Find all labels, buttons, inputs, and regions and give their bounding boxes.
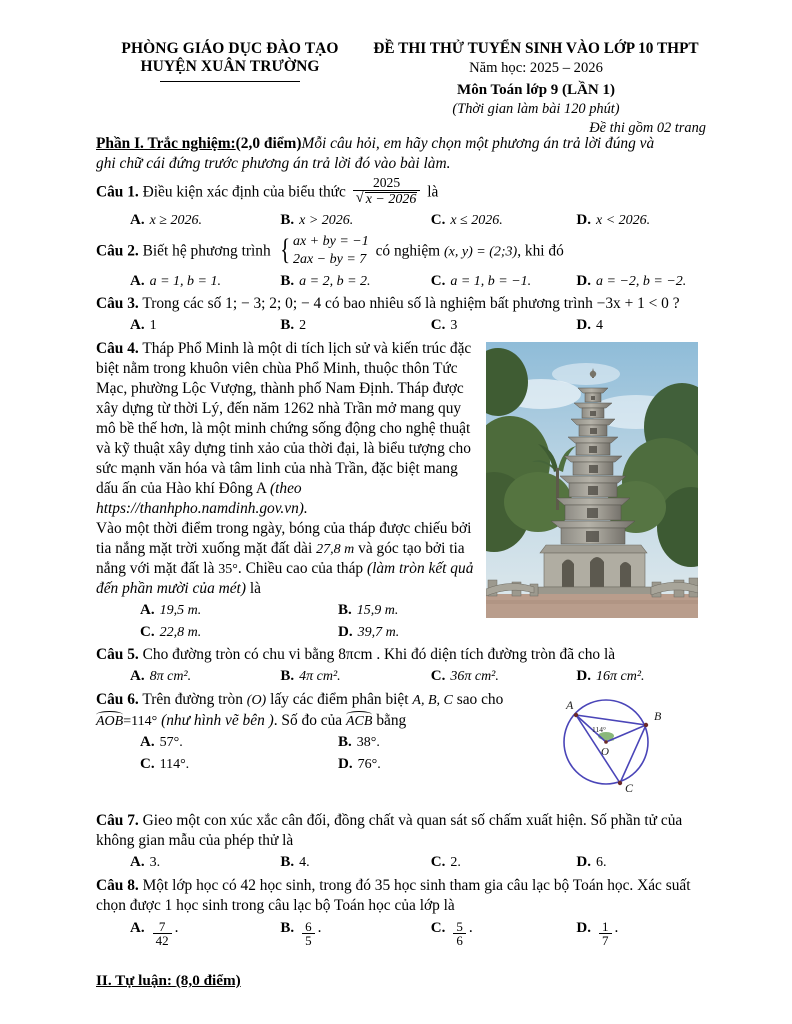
q2-option-c[interactable] bbox=[431, 272, 577, 292]
question-2 bbox=[96, 234, 708, 270]
point-b bbox=[644, 722, 648, 726]
q2-system-brace: { bbox=[279, 233, 290, 267]
pagoda-photo bbox=[486, 342, 698, 618]
q7-option-d[interactable] bbox=[576, 853, 708, 873]
q1-fraction bbox=[353, 176, 421, 208]
q1-option-a-key: A. bbox=[130, 212, 145, 229]
q7-option-b-key: B. bbox=[280, 854, 295, 871]
q6-option-c[interactable] bbox=[96, 755, 338, 775]
q4-option-d-key: D. bbox=[338, 623, 353, 640]
q7-text: Gieo một con xúc xắc cân đối, đồng chất và quan sát số chấm xuất hiện. Số phần tử của không gian mẫu của phép thử là bbox=[96, 812, 683, 850]
q8-option-a-fraction bbox=[153, 920, 172, 949]
q5-text: Cho đường tròn có chu vi bằng 8πcm . Khi đó diện tích đường tròn đã cho là bbox=[142, 646, 616, 664]
q8-option-d-denominator: 7 bbox=[599, 933, 612, 948]
q2-label: Câu 2. bbox=[96, 242, 139, 260]
q2-equation-1: ax + by = −1 bbox=[292, 233, 369, 249]
q2-option-b-key: B. bbox=[280, 272, 295, 289]
q1-radicand: x − 2026 bbox=[365, 192, 417, 208]
department-name-line1: PHÒNG GIÁO DỤC ĐÀO TẠO bbox=[121, 40, 339, 57]
q1-options bbox=[96, 211, 708, 231]
q7-option-a[interactable] bbox=[96, 853, 280, 873]
q3-text: Trong các số 1; − 3; 2; 0; − 4 có bao nhiêu số là nghiệm bất phương trình −3x + 1 < 0 ? bbox=[142, 295, 680, 313]
q8-option-b-numerator: 6 bbox=[305, 918, 312, 934]
question-4 bbox=[96, 339, 708, 643]
question-1 bbox=[96, 177, 708, 209]
school-year: Năm học: 2025 – 2026 bbox=[469, 60, 603, 77]
header-divider-rule bbox=[160, 81, 300, 82]
q6-option-d-key: D. bbox=[338, 755, 353, 772]
q8-option-c-numerator: 5 bbox=[456, 918, 463, 934]
q8-options bbox=[96, 918, 708, 950]
figure-label-a: A bbox=[566, 697, 574, 712]
q6-option-c-value: 114°. bbox=[159, 756, 190, 772]
q3-option-b-value: 2 bbox=[299, 318, 307, 334]
q2-text-mid: có nghiệm bbox=[375, 242, 441, 260]
q4-text-block bbox=[96, 339, 481, 600]
exam-title: ĐỀ THI THỬ TUYỂN SINH VÀO LỚP 10 THPT bbox=[373, 40, 699, 57]
q1-text-after: là bbox=[427, 183, 439, 201]
q1-sqrt bbox=[356, 191, 418, 208]
q4-paragraph-1: Tháp Phổ Minh là một di tích lịch sử và kiến trúc đặc biệt nằm trong khuôn viên chùa Phổ Minh, thuộc thôn Tức Mạc, phường Lộc Vượng, thành phố Nam Định. Tháp được xây dựng từ thời Lý, đến năm 1262 nhà Trần mở mang quy mô bề thế hơn, là một minh chứng sống động cho nghệ thuật và kỹ thuật xây dựng tinh xảo của thời đại, là biểu tượng cho sức mạnh văn hóa và tâm linh của nhà Trần, đặc biệt mang dấu ấn của Hào khí Đông A bbox=[96, 339, 472, 497]
q1-option-a[interactable] bbox=[96, 211, 280, 231]
q5-option-d[interactable] bbox=[576, 667, 708, 687]
q4-option-a-value: 19,5 m. bbox=[159, 603, 202, 619]
q6-arc-aob-value: =114° bbox=[123, 713, 158, 729]
exam-duration: (Thời gian làm bài 120 phút) bbox=[452, 100, 620, 117]
q6-text-sao: sao cho bbox=[456, 690, 504, 708]
q7-option-d-key: D. bbox=[576, 854, 592, 871]
q3-option-c-value: 3 bbox=[450, 318, 458, 334]
q5-option-b-key: B. bbox=[280, 668, 295, 685]
q2-equation-system bbox=[278, 233, 369, 269]
figure-angle-label: 114° bbox=[592, 724, 606, 734]
q6-option-a-key: A. bbox=[140, 734, 155, 751]
q6-text-bang: bằng bbox=[376, 711, 407, 729]
q6-figure-note: (như hình vẽ bên ) bbox=[161, 711, 274, 729]
q3-label: Câu 3. bbox=[96, 295, 139, 313]
q8-option-c[interactable] bbox=[431, 918, 577, 950]
q3-option-c-key: C. bbox=[430, 317, 446, 334]
q4-label: Câu 4. bbox=[96, 339, 139, 357]
subject-title: Môn Toán lớp 9 (LẦN 1) bbox=[457, 81, 615, 98]
q1-option-c-value: x ≤ 2026. bbox=[450, 213, 503, 229]
q6-option-b-value: 38°. bbox=[356, 735, 380, 751]
q4-option-b-value: 15,9 m. bbox=[356, 603, 399, 619]
q5-option-d-value: 16π cm². bbox=[596, 669, 645, 685]
q4-options-row2 bbox=[96, 623, 708, 643]
q4-paragraph-2d: là bbox=[249, 580, 261, 598]
q8-label: Câu 8. bbox=[96, 876, 139, 894]
q6-option-b[interactable] bbox=[338, 733, 538, 753]
q2-option-a[interactable] bbox=[96, 272, 280, 292]
part1-instruction-line1: Mỗi câu hỏi, em hãy chọn một phương án trả lời đúng và bbox=[301, 135, 655, 152]
q4-shadow-length: 27,8 m bbox=[316, 541, 355, 557]
q1-option-c-key: C. bbox=[430, 212, 446, 229]
q7-option-b-value: 4. bbox=[299, 855, 310, 871]
q7-options bbox=[96, 853, 708, 873]
q4-option-c-value: 22,8 m. bbox=[159, 624, 202, 640]
q6-circle-figure bbox=[528, 692, 698, 792]
q1-option-c[interactable] bbox=[431, 211, 577, 231]
q6-text-sodo: . Số đo của bbox=[273, 711, 343, 729]
q7-label: Câu 7. bbox=[96, 812, 139, 830]
q2-option-c-key: C. bbox=[430, 272, 446, 289]
question-8 bbox=[96, 876, 708, 916]
question-3 bbox=[96, 294, 708, 314]
question-5 bbox=[96, 645, 708, 665]
pagoda-photo-illustration bbox=[486, 342, 698, 618]
point-c bbox=[618, 780, 622, 784]
q3-option-b[interactable] bbox=[280, 316, 430, 336]
q5-option-a[interactable] bbox=[96, 667, 280, 687]
q8-option-c-fraction bbox=[453, 920, 466, 949]
figure-label-b: B bbox=[654, 708, 662, 723]
q1-option-a-value: x ≥ 2026. bbox=[149, 213, 202, 229]
q4-option-c[interactable] bbox=[96, 623, 338, 643]
part1-heading bbox=[96, 134, 708, 154]
q4-option-a[interactable] bbox=[96, 601, 338, 621]
q8-option-c-denominator: 6 bbox=[453, 933, 466, 948]
q8-option-c-key: C. bbox=[430, 919, 446, 936]
q7-option-c[interactable] bbox=[431, 853, 577, 873]
q8-option-d-fraction bbox=[599, 920, 612, 949]
q3-option-b-key: B. bbox=[280, 317, 295, 334]
q1-option-d-key: D. bbox=[576, 212, 592, 229]
q6-text-mid: lấy các điểm phân biệt bbox=[270, 690, 409, 708]
q5-option-a-value: 8π cm². bbox=[149, 669, 192, 685]
q3-option-d[interactable] bbox=[576, 316, 708, 336]
q4-sun-angle: 35° bbox=[218, 561, 238, 577]
point-o bbox=[604, 740, 608, 744]
q7-option-a-value: 3. bbox=[149, 855, 161, 871]
q8-option-b-denominator: 5 bbox=[302, 933, 315, 948]
part1-instruction-line2: ghi chữ cái đứng trước phương án trả lời đó vào bài làm. bbox=[96, 155, 451, 173]
q2-solution: (x, y) = (2;3) bbox=[444, 244, 518, 260]
q6-option-a[interactable] bbox=[96, 733, 338, 753]
q6-arc-acb: ACB bbox=[346, 710, 372, 731]
q2-text-before: Biết hệ phương trình bbox=[142, 242, 271, 260]
q8-text: Một lớp học có 42 học sinh, trong đó 35 học sinh tham gia câu lạc bộ Toán học. Xác suất chọn được 1 học sinh trong câu lạc bộ Toán học của lớp là bbox=[96, 876, 691, 914]
q1-label: Câu 1. bbox=[96, 183, 139, 201]
page-count-note: Đề thi gồm 02 trang bbox=[589, 120, 706, 137]
q5-option-c-key: C. bbox=[430, 668, 446, 685]
q4-source: (theo https://thanhpho.namdinh.gov.vn). bbox=[96, 479, 308, 517]
q2-option-d-value: a = −2, b = −2. bbox=[596, 273, 687, 289]
q3-option-a-key: A. bbox=[130, 317, 145, 334]
q8-option-d-numerator: 1 bbox=[602, 918, 609, 934]
q1-fraction-denominator bbox=[353, 190, 421, 208]
document-header bbox=[96, 40, 708, 137]
q2-option-a-value: a = 1, b = 1. bbox=[149, 273, 221, 289]
circle-diagram bbox=[528, 692, 698, 792]
q6-circle-name: (O) bbox=[246, 692, 267, 708]
q1-text-before: Điều kiện xác định của biểu thức bbox=[142, 183, 346, 201]
q2-option-b-value: a = 2, b = 2. bbox=[299, 273, 371, 289]
q8-option-b-period: . bbox=[317, 918, 322, 936]
q5-option-a-key: A. bbox=[130, 668, 145, 685]
q6-option-a-value: 57°. bbox=[159, 735, 183, 751]
q8-option-b-key: B. bbox=[280, 919, 295, 936]
q4-option-d[interactable] bbox=[338, 623, 538, 643]
q8-option-d-period: . bbox=[614, 918, 619, 936]
department-name-line2: HUYỆN XUÂN TRƯỜNG bbox=[140, 58, 320, 76]
q8-option-b-fraction bbox=[302, 920, 315, 949]
q6-option-b-key: B. bbox=[338, 734, 352, 751]
q5-label: Câu 5. bbox=[96, 646, 139, 664]
q2-options bbox=[96, 272, 708, 292]
q5-option-b-value: 4π cm². bbox=[299, 669, 341, 685]
q8-option-a[interactable] bbox=[96, 918, 280, 950]
q2-option-c-value: a = 1, b = −1. bbox=[450, 273, 532, 289]
q5-option-d-key: D. bbox=[576, 668, 592, 685]
q6-points: A, B, C bbox=[412, 692, 453, 708]
figure-label-o: O bbox=[601, 745, 609, 758]
q8-option-b[interactable] bbox=[280, 918, 430, 950]
q7-option-c-key: C. bbox=[430, 854, 446, 871]
q8-option-a-denominator: 42 bbox=[153, 933, 172, 948]
figure-label-c: C bbox=[625, 780, 634, 792]
q1-fraction-numerator: 2025 bbox=[372, 175, 401, 191]
q2-option-d-key: D. bbox=[576, 272, 592, 289]
q3-option-d-value: 4 bbox=[596, 318, 604, 334]
q6-arc-aob: AOB bbox=[96, 710, 123, 731]
q8-option-c-period: . bbox=[468, 918, 473, 936]
q1-option-b-value: x > 2026. bbox=[299, 213, 354, 229]
q5-option-c[interactable] bbox=[431, 667, 577, 687]
part2-label: II. Tự luận: bbox=[96, 972, 172, 990]
q2-option-a-key: A. bbox=[130, 272, 145, 289]
q1-option-d-value: x < 2026. bbox=[596, 213, 651, 229]
q4-option-a-key: A. bbox=[140, 602, 155, 619]
q7-option-d-value: 6. bbox=[596, 855, 607, 871]
q3-options bbox=[96, 316, 708, 336]
q4-paragraph-2a: Vào một thời điểm trong ngày, bóng của tháp được chiếu bởi tia nắng mặt trời xuống mặt đất dài bbox=[96, 519, 472, 557]
q5-options bbox=[96, 667, 708, 687]
q4-option-b-key: B. bbox=[338, 602, 352, 619]
q6-label: Câu 6. bbox=[96, 690, 139, 708]
q6-option-d-value: 76°. bbox=[357, 756, 381, 772]
q2-system-equations bbox=[293, 233, 369, 269]
header-left-block bbox=[96, 40, 364, 82]
q1-option-b[interactable] bbox=[280, 211, 430, 231]
question-7 bbox=[96, 811, 708, 851]
part2-points: (8,0 điểm) bbox=[175, 972, 241, 990]
q6-text-block bbox=[96, 690, 526, 731]
q3-option-a[interactable] bbox=[96, 316, 280, 336]
q1-option-d[interactable] bbox=[576, 211, 708, 231]
q1-option-b-key: B. bbox=[280, 212, 295, 229]
header-right-block bbox=[364, 40, 708, 137]
point-a bbox=[574, 712, 578, 716]
q8-option-a-period: . bbox=[174, 918, 179, 936]
q2-option-b[interactable] bbox=[280, 272, 430, 292]
question-6 bbox=[96, 690, 708, 792]
q5-option-b[interactable] bbox=[280, 667, 430, 687]
q6-option-c-key: C. bbox=[140, 755, 155, 772]
q4-option-c-key: C. bbox=[140, 623, 155, 640]
q4-option-d-value: 39,7 m. bbox=[357, 624, 400, 640]
part2-heading bbox=[96, 971, 708, 991]
q4-paragraph-2b: và góc tạo bởi tia nắng với mặt đất là bbox=[96, 539, 465, 577]
q8-option-d[interactable] bbox=[576, 918, 708, 950]
q6-text-before: Trên đường tròn bbox=[142, 690, 243, 708]
q4-paragraph-2c: . Chiều cao của tháp bbox=[237, 559, 364, 577]
q3-option-a-value: 1 bbox=[149, 318, 157, 334]
q6-option-d[interactable] bbox=[338, 755, 538, 775]
part1-label: Phần I. Trắc nghiệm: bbox=[96, 135, 236, 152]
exam-body bbox=[96, 134, 708, 991]
q7-option-a-key: A. bbox=[130, 854, 145, 871]
q2-equation-2: 2ax − by = 7 bbox=[292, 251, 367, 267]
q7-option-b[interactable] bbox=[280, 853, 430, 873]
q5-option-c-value: 36π cm². bbox=[450, 669, 499, 685]
q8-option-d-key: D. bbox=[576, 919, 592, 936]
q8-option-a-key: A. bbox=[130, 919, 145, 936]
q4-rounding-note: (làm tròn kết quả đến phần mười của mét) bbox=[96, 559, 474, 598]
part1-points: (2,0 điểm) bbox=[235, 135, 302, 152]
q2-option-d[interactable] bbox=[576, 272, 708, 292]
q7-option-c-value: 2. bbox=[450, 855, 461, 871]
q3-option-c[interactable] bbox=[431, 316, 577, 336]
q3-option-d-key: D. bbox=[576, 317, 592, 334]
q2-text-after: , khi đó bbox=[517, 242, 564, 260]
q8-option-a-numerator: 7 bbox=[158, 918, 166, 934]
